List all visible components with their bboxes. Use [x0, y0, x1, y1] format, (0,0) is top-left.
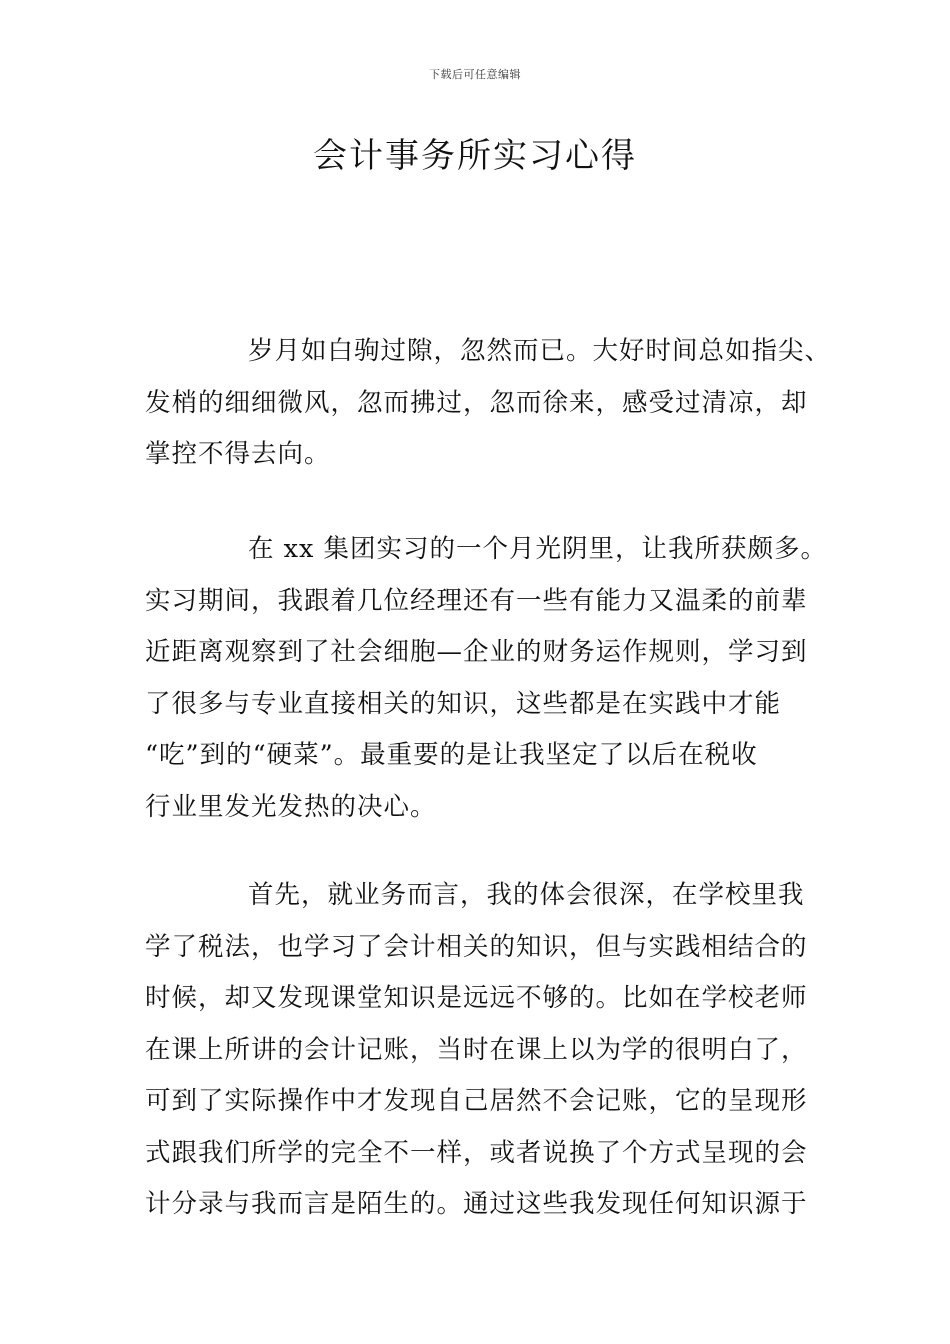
paragraph-line: 可到了实际操作中才发现自己居然不会记账，它的呈现形: [145, 1086, 808, 1116]
document-title: 会计事务所实习心得: [313, 136, 637, 176]
paragraph-line: 行业里发光发热的决心。: [145, 791, 437, 822]
paragraph-1: [145, 326, 845, 481]
paragraph-line: “吃”到的“硬菜”。最重要的是让我坚定了以后在税收: [145, 740, 758, 770]
paragraph-3: [145, 870, 845, 1231]
paragraph-line: 首先，就业务而言，我的体会很深，在学校里我: [248, 880, 805, 910]
paragraph-line: 计分录与我而言是陌生的。通过这些我发现任何知识源于: [145, 1189, 808, 1219]
paragraph-line: 实习期间，我跟着几位经理还有一些有能力又温柔的前辈: [145, 585, 808, 616]
paragraph-line: 发梢的细细微风，忽而拂过，忽而徐来，感受过清凉，却: [145, 387, 808, 418]
paragraph-line: 近距离观察到了社会细胞—企业的财务运作规则，学习到: [145, 637, 808, 667]
paragraph-line: 学了税法，也学习了会计相关的知识，但与实践相结合的: [145, 931, 808, 962]
paragraph-2: [145, 524, 845, 833]
paragraph-line: 掌控不得去向。: [145, 439, 331, 469]
header-note: 下载后可任意编辑: [429, 68, 521, 81]
paragraph-line: 时候，却又发现课堂知识是远远不够的。比如在学校老师: [145, 983, 808, 1013]
paragraph-line: 在课上所讲的会计记账，当时在课上以为学的很明白了，: [145, 1034, 808, 1065]
paragraph-line: 了很多与专业直接相关的知识，这些都是在实践中才能: [145, 688, 782, 719]
paragraph-line: 在 xx 集团实习的一个月光阴里，让我所获颇多。: [248, 534, 827, 564]
paragraph-line: 式跟我们所学的完全不一样，或者说换了个方式呈现的会: [145, 1137, 808, 1168]
paragraph-line: 岁月如白驹过隙，忽然而已。大好时间总如指尖、: [248, 336, 832, 366]
